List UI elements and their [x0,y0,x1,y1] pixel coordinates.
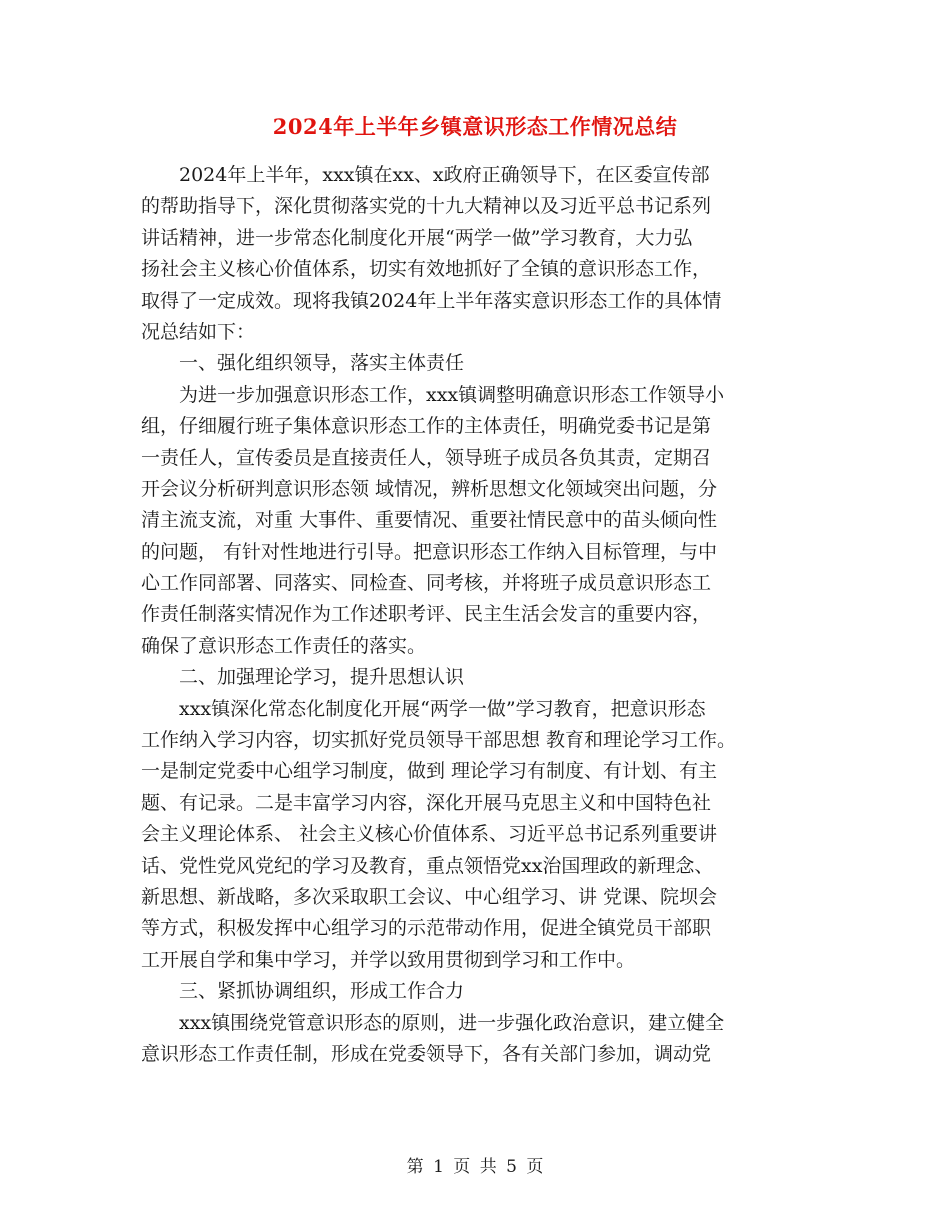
text-line: 讲话精神，进一步常态化制度化开展“两学一做”学习教育，大力弘 [141,226,693,249]
document-body [141,160,821,1070]
text-line: 组，仔细履行班子集体意识形态工作的主体责任，明确党委书记是第 [141,415,712,438]
text-line: 新思想、新战略，多次采取职工会议、中心组学习、讲 党课、院坝会 [141,885,718,908]
text-line: 话、党性党风党纪的学习及教育，重点领悟党xx治国理政的新理念、 [141,854,714,877]
text-line: 会主义理论体系、 社会主义核心价值体系、习近平总书记系列重要讲 [141,823,718,846]
text-line: 一是制定党委中心组学习制度，做到 理论学习有制度、有计划、有主 [141,760,718,783]
text-line: 一、强化组织领导，落实主体责任 [141,352,465,375]
text-line: 的帮助指导下，深化贯彻落实党的十九大精神以及习近平总书记系列 [141,195,712,218]
text-line: 一责任人，宣传委员是直接责任人，领导班子成员各负其责，定期召 [141,446,712,469]
text-line: 等方式，积极发挥中心组学习的示范带动作用，促进全镇党员干部职 [141,917,712,940]
text-line: 开会议分析研判意识形态领 域情况，辨析思想文化领域突出问题，分 [141,477,718,500]
text-line: 三、紧抓协调组织，形成工作合力 [141,980,465,1003]
text-line: 为进一步加强意识形态工作，xxx镇调整明确意识形态工作领导小 [141,383,725,406]
text-line: 心工作同部署、同落实、同检查、同考核，并将班子成员意识形态工 [141,572,712,595]
text-line: 况总结如下： [141,320,256,343]
text-line: 2024年上半年，xxx镇在xx、x政府正确领导下，在区委宣传部 [141,164,710,186]
text-line: xxx镇围绕党管意识形态的原则，进一步强化政治意识，建立健全 [141,1011,725,1034]
text-line: 清主流支流，对重 大事件、重要情况、重要社情民意中的苗头倾向性 [141,509,718,532]
page-footer: 第 1 页 共 5 页 [406,1157,544,1177]
text-line: 工作纳入学习内容，切实抓好党员领导干部思想 教育和理论学习工作。 [141,729,737,752]
text-line: xxx镇深化常态化制度化开展“两学一做”学习教育，把意识形态 [141,697,706,720]
text-line: 取得了一定成效。现将我镇2024年上半年落实意识形态工作的具体情 [141,289,722,312]
text-line: 工开展自学和集中学习，并学以致用贯彻到学习和工作中。 [141,948,636,971]
text-line: 二、加强理论学习，提升思想认识 [141,666,465,689]
text-line: 的问题， 有针对性地进行引导。把意识形态工作纳入目标管理，与中 [141,540,718,563]
text-line: 题、有记录。二是丰富学习内容，深化开展马克思主义和中国特色社 [141,791,712,814]
text-line: 确保了意识形态工作责任的落实。 [141,634,427,657]
document-title: 2024年上半年乡镇意识形态工作情况总结 [272,114,678,139]
text-line: 意识形态工作责任制，形成在党委领导下，各有关部门参加，调动党 [141,1042,712,1065]
text-line: 作责任制落实情况作为工作述职考评、民主生活会发言的重要内容， [141,603,712,626]
text-line: 扬社会主义核心价值体系，切实有效地抓好了全镇的意识形态工作， [141,258,712,281]
